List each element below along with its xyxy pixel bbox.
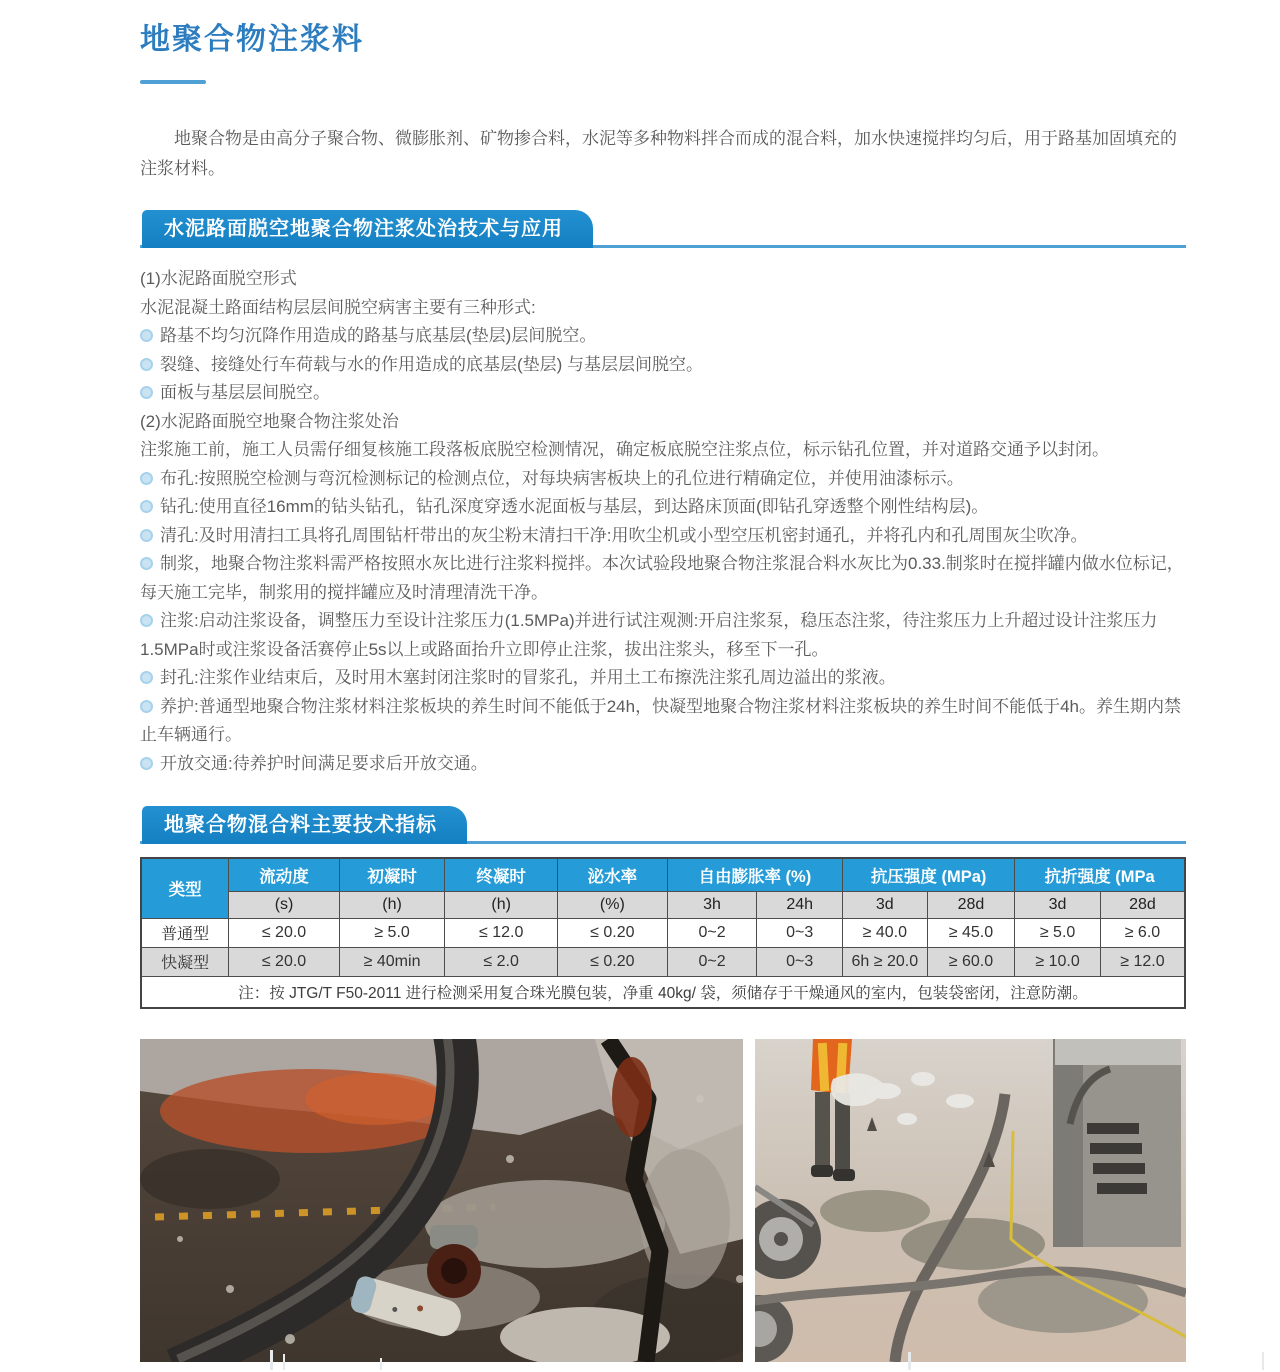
paragraph: (1)水泥路面脱空形式 bbox=[140, 269, 297, 288]
section2-header-row bbox=[140, 804, 1186, 844]
injection-hole bbox=[441, 1258, 467, 1284]
table-header-row-1 bbox=[141, 858, 1185, 891]
bullet-paragraph: 布孔:按照脱空检测与弯沉检测标记的检测点位，对每块病害板块上的孔位进行精确定位，并使用油漆标示。 bbox=[140, 465, 1186, 494]
bullet-paragraph: 钻孔:使用直径16mm的钻头钻孔，钻孔深度穿透水泥面板与基层，到达路床顶面(即钻孔穿透整个刚性结构层)。 bbox=[140, 493, 1186, 522]
column-header-initial-set: 初凝时 bbox=[339, 858, 444, 891]
page-content bbox=[140, 0, 1186, 1362]
unit-header: (%) bbox=[558, 891, 668, 918]
bullet-paragraph: 制浆，地聚合物注浆料需严格按照水灰比进行注浆料搅拌。本次试验段地聚合物注浆混合料水灰比为0.33.制浆时在搅拌罐内做水位标记，每天施工完毕，制浆用的搅拌罐应及时清理清洗干净。 bbox=[140, 554, 1184, 602]
table-cell: ≥ 40.0 bbox=[843, 918, 928, 947]
table-cell: ≤ 0.20 bbox=[558, 947, 668, 976]
section2-header-banner: 地聚合物混合料主要技术指标 bbox=[142, 806, 467, 844]
footer-artifact-line bbox=[380, 1358, 382, 1370]
table-row-fast-setting-type bbox=[141, 947, 1185, 976]
double-circle-bullet-icon bbox=[140, 386, 153, 399]
table-cell: ≥ 60.0 bbox=[927, 947, 1015, 976]
double-circle-bullet-icon bbox=[140, 529, 153, 542]
table-header-row-2 bbox=[141, 891, 1185, 918]
machine-top bbox=[1055, 1039, 1181, 1065]
double-circle-bullet-icon bbox=[140, 472, 153, 485]
unit-header: (h) bbox=[339, 891, 444, 918]
bullet-paragraph: 注浆:启动注浆设备，调整压力至设计注浆压力(1.5MPa)并进行试注观测:开启注浆泵，稳压态注浆，待注浆压力上升超过设计注浆压力1.5MPa时或注浆设备活赛停止5s以上或路面抬升立即停止注浆，拔出注浆头，移至下一孔。 bbox=[140, 611, 1158, 659]
unit-header: 24h bbox=[757, 891, 843, 918]
column-header-final-set: 终凝时 bbox=[445, 858, 558, 891]
column-header-type: 类型 bbox=[141, 858, 229, 918]
bullet-paragraph: 裂缝、接缝处行车荷载与水的作用造成的底基层(垫层) 与基层层间脱空。 bbox=[140, 351, 1186, 380]
page-title: 地聚合物注浆料 bbox=[140, 23, 364, 56]
bullet-paragraph: 封孔:注浆作业结束后，及时用木塞封闭注浆时的冒浆孔，并用土工布擦洗注浆孔周边溢出的浆液。 bbox=[140, 664, 1186, 693]
footer-artifact-line bbox=[270, 1350, 273, 1370]
bullet-paragraph: 养护:普通型地聚合物注浆材料注浆板块的养生时间不能低于24h，快凝型地聚合物注浆材料注浆板块的养生时间不能低于4h。养生期内禁止车辆通行。 bbox=[140, 696, 1181, 744]
footer-artifacts bbox=[0, 1348, 1280, 1372]
unit-header: 3h bbox=[667, 891, 757, 918]
unit-header: 28d bbox=[927, 891, 1015, 918]
unit-header: 28d bbox=[1100, 891, 1185, 918]
column-header-flexural-strength: 抗折强度 (MPa bbox=[1015, 858, 1185, 891]
slurry-patch bbox=[820, 1190, 930, 1232]
column-header-fluidity: 流动度 bbox=[229, 858, 340, 891]
footer-artifact-line bbox=[908, 1352, 911, 1370]
section1-header-row bbox=[140, 208, 1186, 248]
double-circle-bullet-icon bbox=[140, 557, 153, 570]
column-header-free-expansion: 自由膨胀率 (%) bbox=[667, 858, 842, 891]
unit-header: (h) bbox=[445, 891, 558, 918]
table-cell: 0~3 bbox=[757, 947, 843, 976]
table-cell: 0~3 bbox=[757, 918, 843, 947]
table-note-row bbox=[141, 976, 1185, 1008]
unit-header: 3d bbox=[843, 891, 928, 918]
bullet-paragraph: 清孔:及时用清扫工具将孔周围钻杆带出的灰尘粉末清扫干净:用吹尘机或小型空压机密封通孔，并将孔内和孔周围灰尘吹净。 bbox=[140, 522, 1186, 551]
section1-body bbox=[140, 265, 1186, 778]
table-cell: 0~2 bbox=[667, 947, 757, 976]
row-label: 快凝型 bbox=[141, 947, 229, 976]
table-cell: ≥ 40min bbox=[339, 947, 444, 976]
section1-header-banner: 水泥路面脱空地聚合物注浆处治技术与应用 bbox=[142, 210, 593, 248]
dark-patch bbox=[140, 1149, 280, 1209]
footer-artifact-line bbox=[1262, 1352, 1264, 1370]
photo-grouting-hose-on-pavement bbox=[140, 1039, 743, 1362]
table-cell: 0~2 bbox=[667, 918, 757, 947]
table-cell: ≥ 5.0 bbox=[1015, 918, 1101, 947]
photo-row bbox=[140, 1039, 1186, 1362]
table-cell: 6h ≥ 20.0 bbox=[843, 947, 928, 976]
table-cell: ≤ 12.0 bbox=[445, 918, 558, 947]
table-cell: ≤ 2.0 bbox=[445, 947, 558, 976]
double-circle-bullet-icon bbox=[140, 671, 153, 684]
table-cell: ≥ 12.0 bbox=[1100, 947, 1185, 976]
unit-header: 3d bbox=[1015, 891, 1101, 918]
paragraph: (2)水泥路面脱空地聚合物注浆处治 bbox=[140, 411, 399, 431]
bullet-paragraph: 开放交通:待养护时间满足要求后开放交通。 bbox=[140, 750, 1186, 779]
table-cell: ≤ 20.0 bbox=[229, 918, 340, 947]
paragraph: 水泥混凝土路面结构层层间脱空病害主要有三种形式: bbox=[140, 297, 536, 317]
crack-rust-blotch bbox=[612, 1057, 652, 1137]
double-circle-bullet-icon bbox=[140, 757, 153, 770]
table-cell: ≥ 10.0 bbox=[1015, 947, 1101, 976]
double-circle-bullet-icon bbox=[140, 358, 153, 371]
slurry-patch-2 bbox=[901, 1218, 1045, 1270]
bullet-paragraph: 路基不均匀沉降作用造成的路基与底基层(垫层)层间脱空。 bbox=[140, 322, 1186, 351]
rust-stain-2 bbox=[305, 1073, 445, 1125]
table-note: 注：按 JTG/T F50-2011 进行检测采用复合珠光膜包装，净重 40kg/ 袋，须储存于干燥通风的室内，包装袋密闭，注意防潮。 bbox=[141, 976, 1185, 1008]
photo-grouting-operation-site bbox=[755, 1039, 1186, 1362]
column-header-bleeding: 泌水率 bbox=[558, 858, 668, 891]
table-cell: ≥ 45.0 bbox=[927, 918, 1015, 947]
double-circle-bullet-icon bbox=[140, 614, 153, 627]
technical-spec-table bbox=[140, 857, 1186, 1009]
paragraph: 注浆施工前，施工人员需仔细复核施工段落板底脱空检测情况，确定板底脱空注浆点位，标示钻孔位置，并对道路交通予以封闭。 bbox=[140, 440, 1109, 459]
column-header-compressive-strength: 抗压强度 (MPa) bbox=[843, 858, 1015, 891]
machine-shadow-edge bbox=[1053, 1039, 1083, 1247]
double-circle-bullet-icon bbox=[140, 329, 153, 342]
unit-header: (s) bbox=[229, 891, 340, 918]
table-cell: ≥ 5.0 bbox=[339, 918, 444, 947]
double-circle-bullet-icon bbox=[140, 500, 153, 513]
bullet-paragraph: 面板与基层层间脱空。 bbox=[140, 379, 1186, 408]
table-row-ordinary-type bbox=[141, 918, 1185, 947]
table-cell: ≥ 6.0 bbox=[1100, 918, 1185, 947]
title-underline bbox=[140, 80, 206, 84]
intro-paragraph: 地聚合物是由高分子聚合物、微膨胀剂、矿物掺合料，水泥等多种物料拌合而成的混合料，加水快速搅拌均匀后，用于路基加固填充的注浆材料。 bbox=[140, 129, 1177, 178]
row-label: 普通型 bbox=[141, 918, 229, 947]
double-circle-bullet-icon bbox=[140, 700, 153, 713]
table-cell: ≤ 20.0 bbox=[229, 947, 340, 976]
footer-artifact-line bbox=[283, 1354, 285, 1370]
table-cell: ≤ 0.20 bbox=[558, 918, 668, 947]
